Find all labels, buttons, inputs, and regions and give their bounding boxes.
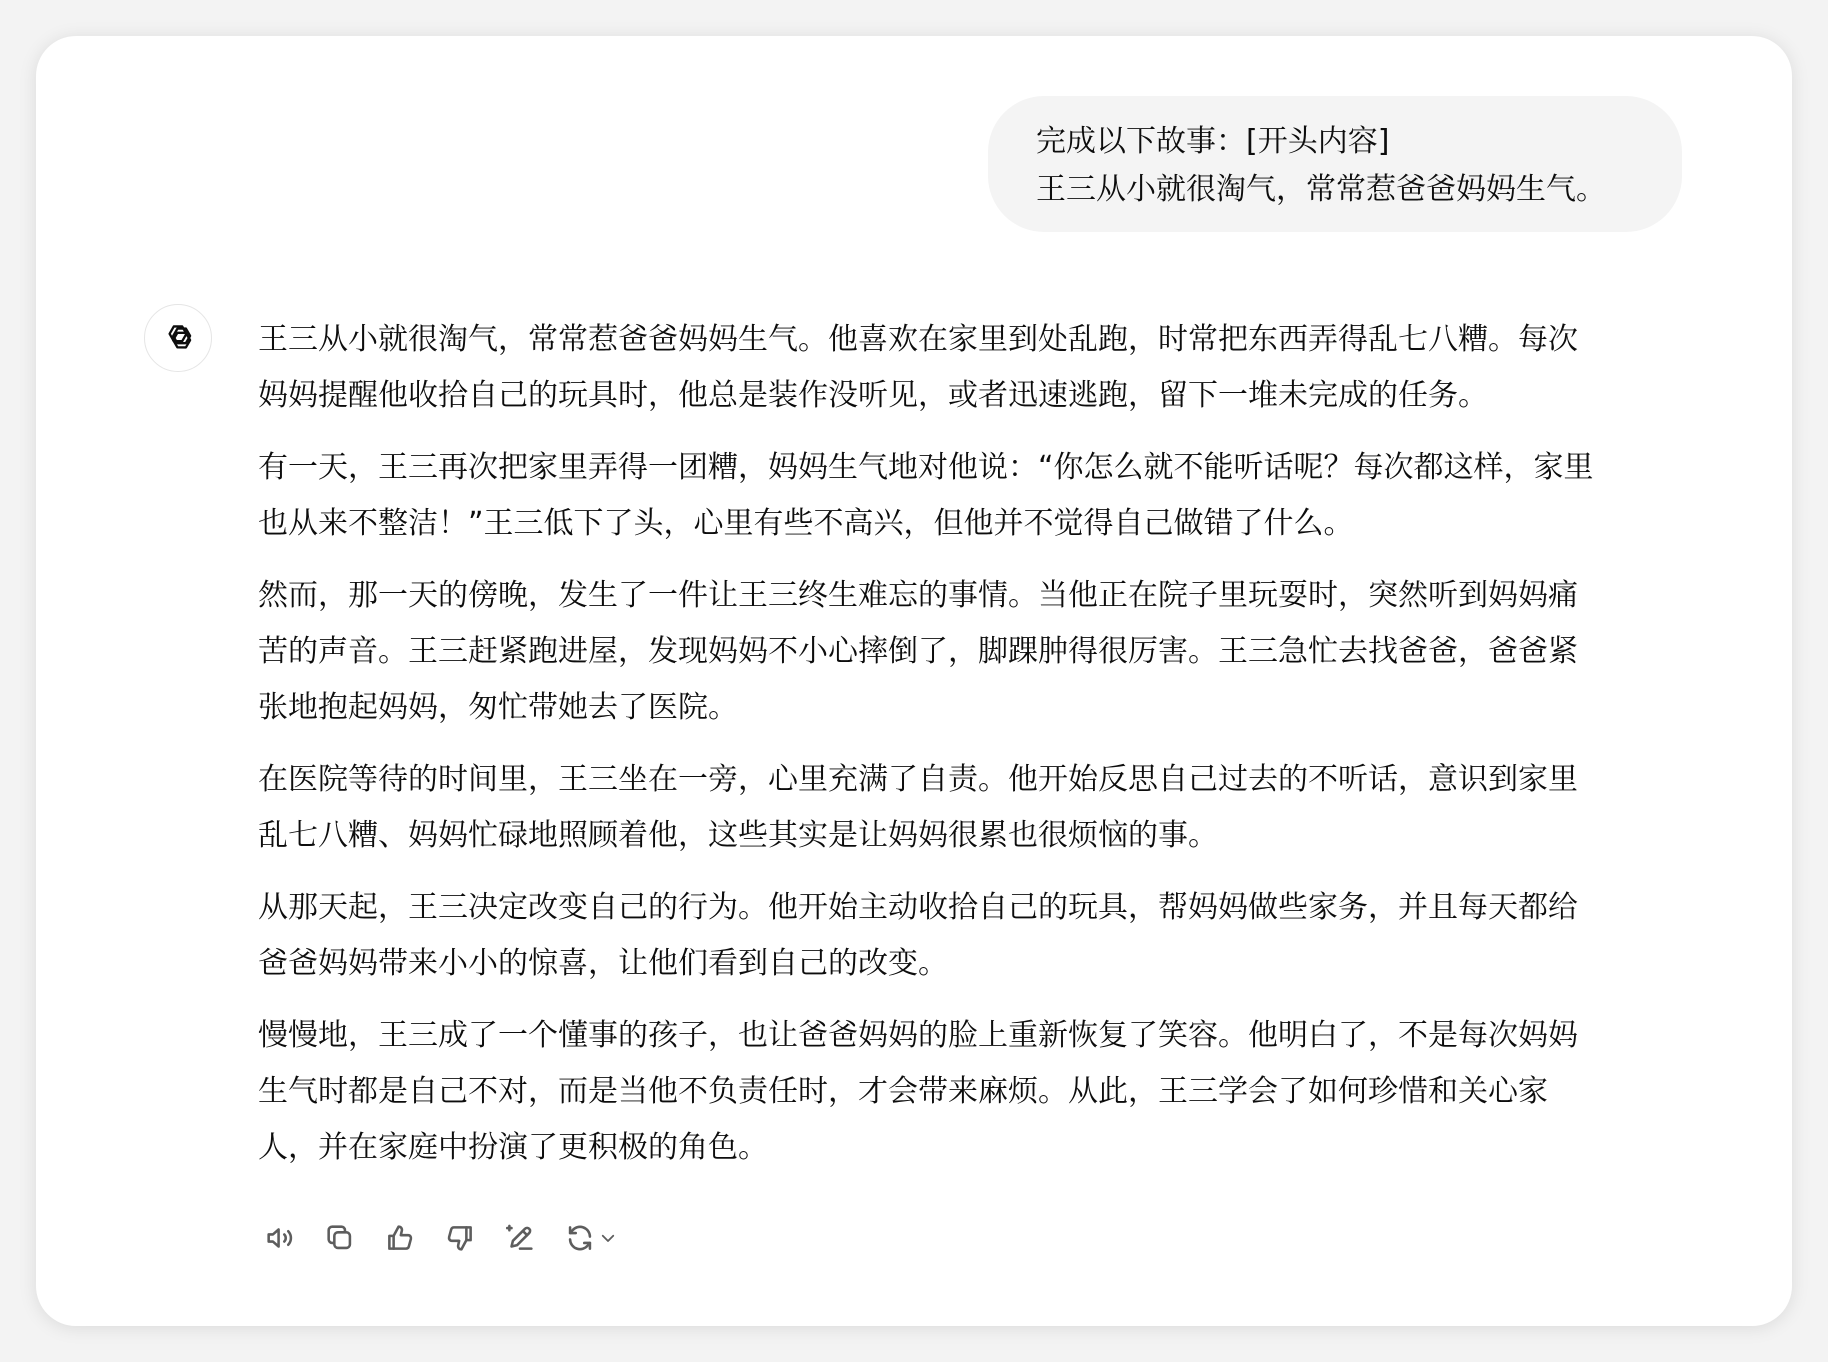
regenerate-button[interactable] bbox=[556, 1214, 624, 1262]
assistant-avatar bbox=[144, 304, 212, 372]
user-message-bubble bbox=[988, 96, 1682, 232]
assistant-paragraph: 王三从小就很淘气，常常惹爸爸妈妈生气。他喜欢在家里到处乱跑，时常把东西弄得乱七八糟。每次 妈妈提醒他收拾自己的玩具时，他总是装作没听见，或者迅速逃跑，留下一堆未完成的任务。 bbox=[258, 322, 1578, 413]
bad-response-button[interactable] bbox=[436, 1214, 484, 1262]
assistant-paragraph: 然而，那一天的傍晚，发生了一件让王三终生难忘的事情。当他正在院子里玩耍时，突然听到妈妈痛 苦的声音。王三赶紧跑进屋，发现妈妈不小心摔倒了，脚踝肿得很厉害。王三急忙去找爸爸，爸爸紧 张地抱起妈妈，匆忙带她去了医院。 bbox=[258, 578, 1578, 725]
copy-icon bbox=[323, 1221, 357, 1255]
user-message-line: 完成以下故事：[开头内容] bbox=[1036, 124, 1390, 159]
edit-in-canvas-button[interactable] bbox=[496, 1214, 544, 1262]
openai-logo-icon bbox=[157, 317, 199, 359]
copy-button[interactable] bbox=[316, 1214, 364, 1262]
assistant-paragraph: 慢慢地，王三成了一个懂事的孩子，也让爸爸妈妈的脸上重新恢复了笑容。他明白了，不是每次妈妈 生气时都是自己不对，而是当他不负责任时，才会带来麻烦。从此，王三学会了如何珍惜和关心家 人，并在家庭中扮演了更积极的角色。 bbox=[258, 1018, 1578, 1165]
thumbs-up-icon bbox=[383, 1221, 417, 1255]
speaker-icon bbox=[263, 1221, 297, 1255]
assistant-message bbox=[258, 312, 1716, 1192]
good-response-button[interactable] bbox=[376, 1214, 424, 1262]
assistant-paragraph: 有一天，王三再次把家里弄得一团糟，妈妈生气地对他说：“你怎么就不能听话呢？每次都这样，家里 也从来不整洁！”王三低下了头，心里有些不高兴，但他并不觉得自己做错了什么。 bbox=[258, 450, 1594, 541]
edit-sparkle-icon bbox=[503, 1221, 537, 1255]
thumbs-down-icon bbox=[443, 1221, 477, 1255]
read-aloud-button[interactable] bbox=[256, 1214, 304, 1262]
user-message-line: 王三从小就很淘气，常常惹爸爸妈妈生气。 bbox=[1036, 172, 1606, 207]
chevron-down-icon bbox=[599, 1229, 617, 1247]
assistant-paragraph: 从那天起，王三决定改变自己的行为。他开始主动收拾自己的玩具，帮妈妈做些家务，并且每天都给 爸爸妈妈带来小小的惊喜，让他们看到自己的改变。 bbox=[258, 890, 1578, 981]
chat-card bbox=[36, 36, 1792, 1326]
regenerate-icon bbox=[563, 1221, 597, 1255]
message-action-bar bbox=[256, 1214, 636, 1262]
assistant-paragraph: 在医院等待的时间里，王三坐在一旁，心里充满了自责。他开始反思自己过去的不听话，意识到家里 乱七八糟、妈妈忙碌地照顾着他，这些其实是让妈妈很累也很烦恼的事。 bbox=[258, 762, 1578, 853]
